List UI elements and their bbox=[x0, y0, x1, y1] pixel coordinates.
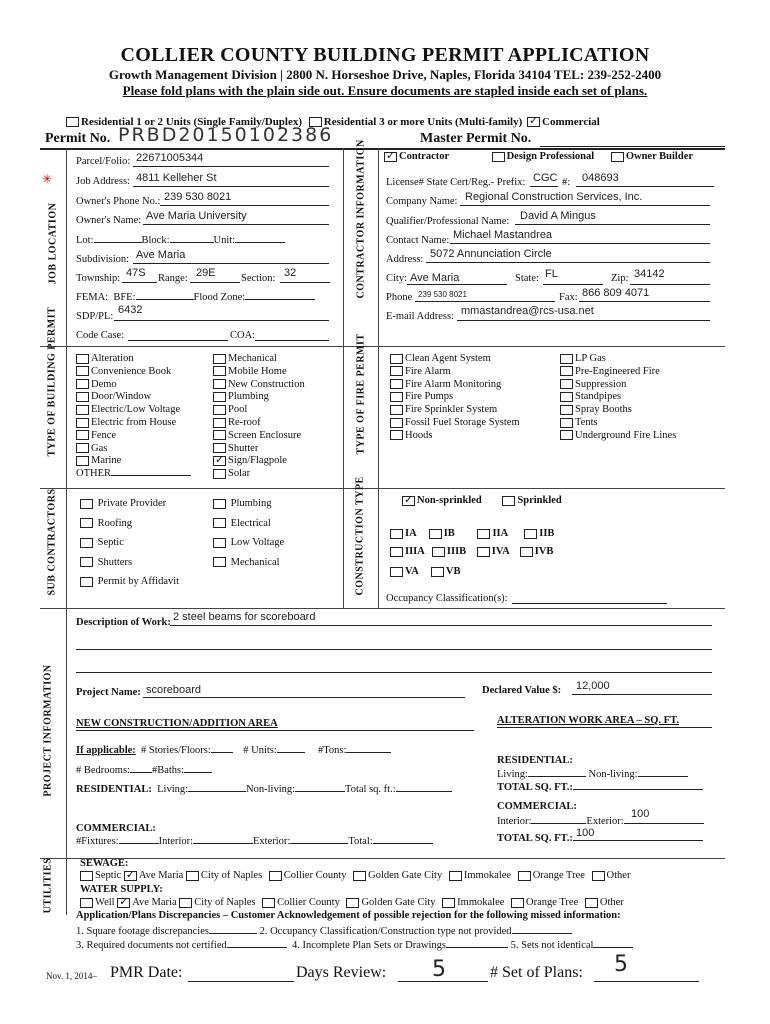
fire-type-option[interactable]: Suppression bbox=[560, 379, 676, 392]
bfe-label: BFE: bbox=[113, 292, 136, 303]
sewage-option-checkbox[interactable] bbox=[124, 871, 137, 881]
discrepancy-row-2: 3. Required documents not certified 4. Incomplete Plan Sets or Drawings 5. Sets not identical bbox=[76, 940, 633, 951]
building-type-option[interactable]: Fence bbox=[76, 430, 191, 443]
building-type-option[interactable]: Door/Window bbox=[76, 391, 191, 404]
utilities-label: UTILITIES bbox=[42, 857, 54, 914]
building-type-option[interactable]: Pool bbox=[213, 404, 305, 417]
email-value[interactable]: mmastandrea@rcs-usa.net bbox=[461, 305, 594, 317]
alt-residential-label: RESIDENTIAL: bbox=[497, 755, 573, 766]
plans-instruction: Please fold plans with the plain side out. Ensure documents are stapled inside each set of plans. bbox=[122, 83, 648, 98]
sdp-label: SDP/PL: bbox=[76, 311, 114, 322]
building-type-option[interactable]: Solar bbox=[213, 468, 305, 481]
days-review-label: Days Review: bbox=[296, 964, 387, 981]
building-type-option[interactable]: Electric from House bbox=[76, 417, 191, 430]
parcel-value[interactable]: 22671005344 bbox=[136, 152, 204, 164]
master-permit-label: Master Permit No. bbox=[420, 131, 532, 146]
sub-option[interactable]: Plumbing bbox=[213, 494, 284, 514]
commercial-area-label: COMMERCIAL: bbox=[76, 823, 156, 834]
type-of-fire-permit-label: TYPE OF FIRE PERMIT bbox=[355, 333, 367, 455]
construction-type-checkbox[interactable] bbox=[524, 529, 537, 539]
fire-type-option[interactable]: Fire Alarm Monitoring bbox=[390, 379, 520, 392]
email-label: E-mail Address: bbox=[386, 311, 454, 322]
page-title: COLLIER COUNTY BUILDING PERMIT APPLICATION bbox=[120, 44, 650, 66]
water-option-checkbox[interactable] bbox=[80, 898, 93, 908]
contact-label: Contact Name: bbox=[386, 235, 450, 246]
construction-type-checkbox[interactable] bbox=[429, 529, 442, 539]
fire-type-option[interactable]: Fire Sprinkler System bbox=[390, 404, 520, 417]
type-of-building-permit-label: TYPE OF BUILDING PERMIT bbox=[46, 306, 58, 457]
design-professional-checkbox[interactable] bbox=[492, 152, 505, 162]
qualifier-value[interactable]: David A Mingus bbox=[520, 210, 596, 222]
unit-label: Unit: bbox=[213, 235, 236, 246]
alt-commercial-total-value[interactable]: 100 bbox=[576, 827, 595, 839]
sprinkler-row bbox=[402, 495, 562, 508]
sewage-option-checkbox[interactable] bbox=[269, 871, 282, 881]
sub-col1 bbox=[80, 494, 179, 592]
contractor-checkbox[interactable] bbox=[384, 152, 397, 162]
job-location-label: JOB LOCATION bbox=[47, 202, 59, 285]
fire-type-option[interactable]: Tents bbox=[560, 417, 676, 430]
owner-phone-value[interactable]: 239 530 8021 bbox=[164, 191, 232, 203]
residential-1-2-label: Residential 1 or 2 Units (Single Family/Duplex) bbox=[81, 116, 303, 128]
fire-type-option[interactable]: Standpipes bbox=[560, 391, 676, 404]
code-case-label: Code Case: bbox=[76, 330, 125, 341]
section-value[interactable]: 32 bbox=[284, 267, 297, 279]
license-number-value[interactable]: 048693 bbox=[582, 172, 619, 184]
sprinkled-label: Sprinkled bbox=[517, 495, 562, 506]
building-type-option[interactable]: Mobile Home bbox=[213, 366, 305, 379]
section-label: Section: bbox=[241, 273, 276, 284]
description-value[interactable]: 2 steel beams for scoreboard bbox=[173, 611, 316, 623]
construction-type-checkbox[interactable] bbox=[431, 567, 444, 577]
building-type-option[interactable]: Electric/Low Voltage bbox=[76, 404, 191, 417]
commercial-label: Commercial bbox=[542, 116, 600, 128]
building-type-col2 bbox=[213, 353, 305, 481]
zip-value[interactable]: 34142 bbox=[634, 268, 665, 280]
license-prefix-value[interactable]: CGC bbox=[533, 172, 558, 184]
fire-type-option[interactable]: Spray Booths bbox=[560, 404, 676, 417]
bedrooms-row: # Bedrooms: #Baths: bbox=[76, 765, 212, 776]
sub-option[interactable]: Mechanical bbox=[213, 553, 284, 573]
fire-type-option[interactable]: Clean Agent System bbox=[390, 353, 520, 366]
permit-no-label: Permit No. bbox=[45, 131, 111, 146]
state-value[interactable]: FL bbox=[545, 268, 558, 280]
range-label: Range: bbox=[158, 273, 188, 284]
water-supply-label: WATER SUPPLY: bbox=[80, 884, 163, 895]
water-option-checkbox[interactable] bbox=[346, 898, 359, 908]
water-option-checkbox[interactable] bbox=[511, 898, 524, 908]
building-type-option[interactable]: Shutter bbox=[213, 443, 305, 456]
contact-value[interactable]: Michael Mastandrea bbox=[453, 229, 553, 241]
sub-col2 bbox=[213, 494, 284, 572]
flood-zone-label: Flood Zone: bbox=[193, 292, 246, 303]
subdivision-label: Subdivision: bbox=[76, 254, 130, 265]
fire-type-option[interactable]: Fire Alarm bbox=[390, 366, 520, 379]
construction-type-checkbox[interactable] bbox=[432, 547, 445, 557]
lot-label: Lot: bbox=[76, 235, 94, 246]
construction-type-checkbox[interactable] bbox=[390, 547, 403, 557]
sewage-option-checkbox[interactable] bbox=[353, 871, 366, 881]
sub-contractors-label: SUB CONTRACTORS bbox=[46, 488, 58, 596]
discrepancy-row-1: 1. Square footage discrepancies 2. Occupancy Classification/Construction type not provided bbox=[76, 926, 572, 937]
project-information-label: PROJECT INFORMATION bbox=[42, 664, 54, 797]
contractor-type-label: Contractor bbox=[399, 151, 449, 162]
fax-value[interactable]: 866 809 4071 bbox=[582, 287, 650, 299]
sub-option[interactable]: Electrical bbox=[213, 514, 284, 534]
construction-type-row2: IIIA IIIB IVA IVB bbox=[390, 546, 553, 559]
red-mark-icon: ✳ bbox=[42, 172, 53, 186]
contractor-type-row bbox=[384, 151, 693, 164]
company-label: Company Name: bbox=[386, 196, 458, 207]
water-option-checkbox[interactable] bbox=[262, 898, 275, 908]
owner-phone-label: Owner's Phone No.: bbox=[76, 196, 161, 207]
sewage-option-checkbox[interactable] bbox=[518, 871, 531, 881]
if-applicable-row: If applicable: # Stories/Floors: # Units: #Tons: bbox=[76, 745, 391, 756]
building-type-option[interactable]: Demo bbox=[76, 379, 191, 392]
sub-option[interactable]: Permit by Affidavit bbox=[80, 572, 179, 592]
non-sprinkled-checkbox[interactable] bbox=[402, 496, 415, 506]
occupancy-label: Occupancy Classification(s): bbox=[386, 593, 508, 604]
description-label: Description of Work: bbox=[76, 617, 171, 628]
non-sprinkled-label: Non-sprinkled bbox=[417, 495, 482, 506]
fire-type-option[interactable]: LP Gas bbox=[560, 353, 676, 366]
project-name-value[interactable]: scoreboard bbox=[146, 684, 202, 696]
set-of-plans-value[interactable]: 5 bbox=[614, 952, 628, 977]
project-name-label: Project Name: bbox=[76, 687, 141, 698]
building-type-option[interactable]: Plumbing bbox=[213, 391, 305, 404]
building-type-option[interactable]: Convenience Book bbox=[76, 366, 191, 379]
township-label: Township: bbox=[76, 273, 121, 284]
range-value[interactable]: 29E bbox=[196, 267, 216, 279]
building-type-option[interactable]: Re-roof bbox=[213, 417, 305, 430]
building-type-option[interactable]: Marine bbox=[76, 455, 191, 468]
fire-type-col2 bbox=[560, 353, 676, 443]
residential-3-label: Residential 3 or more Units (Multi-family) bbox=[323, 116, 523, 128]
building-type-option[interactable]: New Construction bbox=[213, 379, 305, 392]
alt-interior-row: Interior: Exterior: bbox=[497, 816, 704, 827]
construction-type-row1: IA IB IIA IIB bbox=[390, 528, 554, 541]
alt-living-row: Living: Non-living: bbox=[497, 769, 688, 780]
new-construction-heading: NEW CONSTRUCTION/ADDITION AREA bbox=[76, 718, 278, 729]
zip-label: Zip: bbox=[611, 273, 629, 284]
alt-total-row: TOTAL SQ. FT.: bbox=[497, 782, 703, 793]
fire-type-option[interactable]: Underground Fire Lines bbox=[560, 430, 676, 443]
commercial-checkbox[interactable] bbox=[527, 117, 540, 127]
construction-type-checkbox[interactable] bbox=[520, 547, 533, 557]
fire-type-option[interactable]: Fire Pumps bbox=[390, 391, 520, 404]
form-version: Nov. 1, 2014– bbox=[46, 971, 97, 981]
sewage-options: Septic ✓ Ave Maria City of Naples Collier County Golden Gate City Immokalee Orange Tree Other bbox=[80, 870, 630, 883]
fema-label: FEMA: bbox=[76, 292, 109, 303]
company-value[interactable]: Regional Construction Services, Inc. bbox=[465, 191, 643, 203]
construction-type-row3: VA VB bbox=[390, 566, 460, 579]
block-label: Block: bbox=[141, 235, 170, 246]
sewage-option-checkbox[interactable] bbox=[186, 871, 199, 881]
sprinkled-checkbox[interactable] bbox=[502, 496, 515, 506]
page-subtitle: Growth Management Division | 2800 N. Horseshoe Drive, Naples, Florida 34104 TEL: 239-252-2400 bbox=[108, 67, 662, 82]
city-value[interactable]: Ave Maria bbox=[410, 272, 460, 284]
construction-type-checkbox[interactable] bbox=[477, 529, 490, 539]
fax-label: Fax: bbox=[559, 292, 578, 303]
sub-option[interactable]: Low Voltage bbox=[213, 533, 284, 553]
contractor-address-value[interactable]: 5072 Annunciation Circle bbox=[430, 248, 552, 260]
water-option-checkbox[interactable] bbox=[585, 898, 598, 908]
sewage-option-checkbox[interactable] bbox=[592, 871, 605, 881]
alt-exterior-value[interactable]: 100 bbox=[631, 808, 650, 820]
sub-option[interactable]: Shutters bbox=[80, 553, 179, 573]
contractor-phone-value[interactable]: 239 530 8021 bbox=[418, 290, 467, 299]
water-option-checkbox[interactable] bbox=[442, 898, 455, 908]
owner-name-label: Owner's Name: bbox=[76, 215, 142, 226]
fire-type-option[interactable]: Hoods bbox=[390, 430, 520, 443]
sdp-value[interactable]: 6432 bbox=[118, 304, 143, 316]
discrepancies-title: Application/Plans Discrepancies – Customer Acknowledgement of possible rejection for the following missed information: bbox=[76, 910, 621, 921]
construction-type-label: CONSTRUCTION TYPE bbox=[354, 476, 366, 596]
contractor-address-label: Address: bbox=[386, 254, 424, 265]
coa-label: COA: bbox=[230, 330, 256, 341]
building-type-option-sign[interactable]: ✓Sign/Flagpole bbox=[213, 455, 305, 468]
lot-block-unit-row bbox=[76, 235, 285, 246]
commercial-area-row: #Fixtures: Interior: Exterior: Total: bbox=[76, 836, 433, 847]
sewage-option-checkbox[interactable] bbox=[80, 871, 93, 881]
alt-commercial-label: COMMERCIAL: bbox=[497, 801, 577, 812]
alt-commercial-total-row: TOTAL SQ. FT.: bbox=[497, 833, 703, 844]
alteration-heading: ALTERATION WORK AREA – SQ. FT. bbox=[497, 715, 679, 726]
water-options: Well ✓ Ave Maria City of Naples Collier County Golden Gate City Immokalee Orange Tree Other bbox=[80, 897, 624, 910]
subdivision-value[interactable]: Ave Maria bbox=[136, 249, 186, 261]
parcel-label: Parcel/Folio: bbox=[76, 156, 131, 167]
license-label: License# State Cert/Reg.- Prefix: bbox=[386, 177, 526, 188]
days-review-value[interactable]: 5 bbox=[432, 957, 446, 982]
sewage-label: SEWAGE: bbox=[80, 858, 129, 869]
water-option-checkbox[interactable] bbox=[179, 898, 192, 908]
contractor-phone-label: Phone bbox=[386, 292, 413, 303]
design-professional-label: Design Professional bbox=[506, 151, 595, 162]
construction-type-checkbox[interactable] bbox=[390, 529, 403, 539]
residential-1-2-checkbox[interactable] bbox=[66, 117, 79, 127]
license-number-label: #: bbox=[562, 177, 571, 188]
city-label: City: bbox=[386, 273, 408, 284]
building-type-option[interactable]: Screen Enclosure bbox=[213, 430, 305, 443]
fire-type-col1 bbox=[390, 353, 520, 443]
building-type-option[interactable]: Alteration bbox=[76, 353, 191, 366]
sub-option[interactable]: Septic bbox=[80, 533, 179, 553]
state-label: State: bbox=[515, 273, 539, 284]
declared-value-label: Declared Value $: bbox=[482, 685, 562, 696]
job-address-label: Job Address: bbox=[76, 176, 130, 187]
township-value[interactable]: 47S bbox=[126, 267, 146, 279]
building-type-other: OTHER bbox=[76, 468, 191, 481]
sewage-option-checkbox[interactable] bbox=[449, 871, 462, 881]
owner-builder-checkbox[interactable] bbox=[611, 152, 624, 162]
job-address-value[interactable]: 4811 Kelleher St bbox=[136, 172, 217, 184]
building-type-col1 bbox=[76, 353, 191, 481]
sub-option[interactable]: Roofing bbox=[80, 514, 179, 534]
sub-option[interactable]: Private Provider bbox=[80, 494, 179, 514]
contractor-info-label: CONTRACTOR INFORMATION bbox=[355, 139, 367, 299]
permit-no-value[interactable]: PRBD20150102386 bbox=[118, 124, 334, 146]
owner-name-value[interactable]: Ave Maria University bbox=[146, 210, 247, 222]
residential-area-row: RESIDENTIAL: Living: Non-living: Total sq. ft.: bbox=[76, 784, 452, 795]
fema-row bbox=[76, 292, 315, 303]
construction-type-checkbox[interactable] bbox=[477, 547, 490, 557]
fire-type-option[interactable]: Fossil Fuel Storage System bbox=[390, 417, 520, 430]
water-option-checkbox[interactable] bbox=[117, 898, 130, 908]
construction-type-checkbox[interactable] bbox=[390, 567, 403, 577]
owner-builder-label: Owner Builder bbox=[625, 151, 694, 162]
qualifier-label: Qualifier/Professional Name: bbox=[386, 216, 510, 227]
set-of-plans-label: # Set of Plans: bbox=[490, 964, 583, 981]
building-type-option[interactable]: Gas bbox=[76, 443, 191, 456]
building-type-option[interactable]: Mechanical bbox=[213, 353, 305, 366]
pmr-date-label: PMR Date: bbox=[110, 964, 183, 981]
declared-value[interactable]: 12,000 bbox=[576, 680, 610, 692]
fire-type-option[interactable]: Pre-Engineered Fire bbox=[560, 366, 676, 379]
